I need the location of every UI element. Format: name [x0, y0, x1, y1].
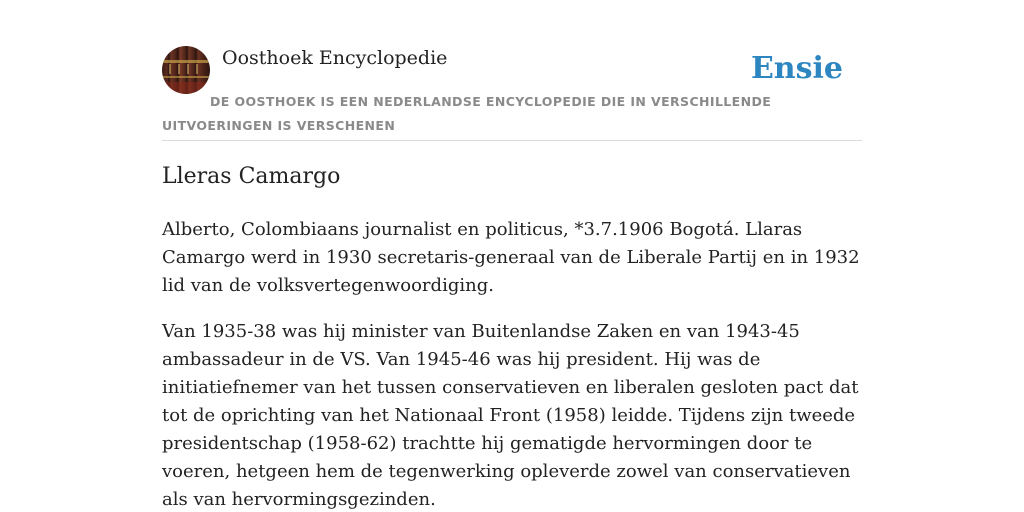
article-title: Lleras Camargo	[162, 164, 341, 189]
site-name[interactable]: Oosthoek Encyclopedie	[222, 47, 448, 69]
article-body	[162, 216, 866, 512]
article-paragraph: Van 1935-38 was hij minister van Buitenlandse Zaken en van 1943-45 ambassadeur in de VS. Van 1945-46 was hij president. Hij was de initiatiefnemer van het tussen conservatieven en liberalen gesloten pact dat tot de oprichting van het Nationaal Front (1958) leidde. Tijdens zijn tweede presidentschap (1958-62) trachtte hij gematigde hervormingen door te voeren, hetgeen hem de tegenwerking opleverde zowel van conservatieven als van hervormingsgezinden.	[162, 321, 859, 510]
brand-logo[interactable]: Ensie	[750, 51, 843, 86]
site-header	[162, 46, 862, 141]
site-tagline: DE OOSTHOEK IS EEN NEDERLANDSE ENCYCLOPEDIE DIE IN VERSCHILLENDE UITVOERINGEN IS VERSCHENEN	[162, 94, 772, 133]
article-paragraph: Alberto, Colombiaans journalist en politicus, *3.7.1906 Bogotá. Llaras Camargo werd in 1930 secretaris-generaal van de Liberale Partij en in 1932 lid van de volksvertegenwoordiging.	[162, 219, 860, 296]
encyclopedia-books-icon[interactable]	[162, 46, 210, 94]
